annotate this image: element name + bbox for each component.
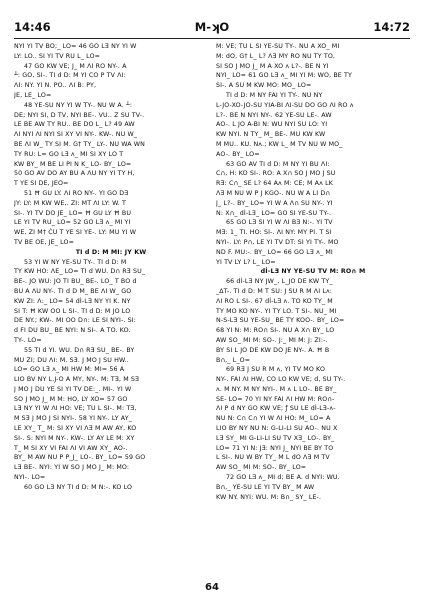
page-number: 64 bbox=[205, 582, 219, 593]
text-line: LIO BY NY NU N: G-LI-LI SU AO-. NU X bbox=[216, 425, 338, 433]
verse-start-line: 60 GO LƎ NY TI d D: M N:-. KO LO bbox=[24, 483, 133, 491]
text-line: AW SO_ MI M: SO-. J:_ MI M: J: ZI:-. bbox=[216, 336, 328, 344]
verse-start-line: 47 GO KW VE; J_ M ɅI RO NY-. A bbox=[24, 62, 127, 70]
text-line: 50 GO AV DO AY BU A ɅU NY YI TY H, bbox=[14, 170, 135, 178]
text-line: YI TV LY L? L_ LO= bbox=[216, 258, 276, 266]
text-line: M: dO, G† L_ L? ɅƎ MY RO NU TY TO, bbox=[216, 52, 336, 60]
text-line: MƎ: 1_ TI. HO: SI-. ɅI NY: MY PI. T SI bbox=[216, 229, 332, 237]
verse-start-line: 72 GO LƎ ʌ_ MI d; BE A. d NYI: WU. bbox=[226, 474, 340, 482]
text-line: BY SI L JO DE KW DO JE NY-. A. Ħ B bbox=[216, 346, 330, 354]
text-line: KW ZI: Ʌ:_ LO= 54 dİ-LƎ NY YI K. NY bbox=[14, 297, 131, 305]
text-line: KW BY_ M BE LI PI N K_ LO- BY_ LO= bbox=[14, 160, 132, 168]
text-line: ɅƎ M NU W P J KGO-. NU W A LI D∩ bbox=[216, 189, 331, 197]
text-line: N: X∩_ dİ-LƎ_ LO= GO SI YE-SU TY-. bbox=[216, 209, 332, 217]
verse-start-line: 66 dİ-LƎ NY JW_, L_JO DE KW TY_ bbox=[226, 278, 333, 286]
text-line: KW NY. NYI: WU. M: B∩_ SY_ LE-. bbox=[216, 493, 322, 501]
text-line: AO-. BY_ LO= bbox=[216, 150, 260, 158]
text-line: T YE SI DE, JEO= bbox=[14, 180, 69, 188]
text-line: RƎ: C∩_ SE L? 64 Aʌ M: CE; M Aʌ LK bbox=[216, 180, 333, 188]
text-line: ɅI RO L SI-. 67 dİ-LƎ ʌ. TO KO TY_ M bbox=[216, 297, 333, 305]
text-line: ɅI NYI ɅI NYI SI XY VI NY-. KW-. NU W_ bbox=[14, 131, 138, 139]
text-line: SI-. A SU M KW MO: MO_ LO= bbox=[216, 82, 312, 90]
section-heading: dİ-LƎ NY YE-SU TV M: RO∩ M bbox=[260, 268, 366, 276]
text-line: NYI YI TV BO;_ LO= 46 GO LƎ NY YI W bbox=[14, 43, 137, 50]
verse-start-line: 51 Ħ GU LY. ɅI RO NY-. YI GO DƎ bbox=[24, 189, 129, 197]
text-line: M MU.. KU. Nʌ.; KW L_ M TV NU W MO_ bbox=[216, 140, 343, 148]
text-line: KW NYI. N TY_ M_ BE-. MU KW KW bbox=[216, 131, 326, 139]
verse-start-line: 65 GO LƎ SI YI W ɅI BƎ N:-. YI TV bbox=[226, 219, 333, 227]
text-line: AO-. L JO A-BI N: WU NYI SU LO: YI bbox=[216, 121, 328, 129]
text-line: LE BE AW TY RU.. BE DO L_ L? 49 AW bbox=[14, 121, 135, 129]
verse-start-line: TI d D: M NY FAI YI TY-. NU NY bbox=[226, 91, 323, 99]
text-line: LE XY_ T_ M: SI XY VI ɅƎ M AW AY, KO bbox=[14, 425, 137, 433]
text-line: LE YI TV RU_ LO= 52 GO LƎ ʌ_ MI YI bbox=[14, 219, 131, 227]
text-line: M SƎ J MO J SI NYI-. 58 YI NY-. LY AY_ bbox=[14, 415, 132, 423]
text-line: d FI DU BU_ BE NYI: N SI-. A TO. KO. bbox=[14, 327, 131, 335]
text-line: BE-. JO WU: JO TI BU_ BE-. LO_ T BO d bbox=[14, 278, 137, 286]
text-line: T_ M SI XY VI FAI ɅI VI AW XY_ AO-. bbox=[14, 444, 128, 452]
text-line: BY_ M AW NU P P_J_ LO-. BY_ LO= 59 GO bbox=[14, 454, 146, 462]
text-line: LƎ SY_ MI G-LI-LI SU TV XƎ_ LO-. BY_ bbox=[216, 434, 335, 442]
text-line: DE NY.; KW-. MI OO D∩: LE SI NYI-. SI: bbox=[14, 317, 136, 325]
text-line: SE- LO= 70 YI NY FAI ɅI HW M: RO∩- bbox=[216, 395, 335, 403]
text-line: L-JO-XO-JO-SU YIA-BI ɅI-SU DO GO ɅI RO ʌ bbox=[216, 101, 354, 109]
text-line: J_ L?-. BY_ LO= YI W A Ʌ∩ SU NY-. YI bbox=[216, 199, 333, 207]
text-line: MU ZI; DU ɅI: M. SƎ. J MO J SU HW.. bbox=[14, 356, 129, 364]
text-line: _∆T-. TI d D: M T SU: J SU R M ɅI Lʌ: bbox=[216, 287, 333, 295]
left-text-column bbox=[14, 42, 208, 570]
right-verse-reference: 14:72 bbox=[373, 20, 410, 34]
book-title: M-ʞO bbox=[194, 20, 230, 34]
text-line: WE, ZI M† ĊU T YE SI YE-. LY: MU YI W bbox=[14, 229, 137, 237]
verse-start-line: 48 YE-SU NY YI W TY-. NU W A. ┴: bbox=[24, 101, 133, 109]
text-line: TY RU: L= GO LƎ ʌ_ MI SI XY LO T bbox=[14, 150, 124, 158]
text-line: ND F. MU:-. BY_ LO= 66 GO LƎ ʌ_ MI bbox=[216, 248, 333, 256]
text-line: LY: LO.. SI YI TV RU L_ LO= bbox=[14, 52, 101, 60]
text-line: N-S-LƎ SU YE-SU_ BE TY KOO-. BY_ LO= bbox=[216, 317, 345, 325]
text-line: TY MO KO NY-. YI TY LO. T SI-. NU_ MI bbox=[216, 307, 337, 315]
text-line: ┴: GO, SI-. TI d D: M YI CO P TV ɅI: bbox=[14, 72, 126, 80]
text-line: ɅI P d NY GO KW VE; ƒ SU LE dİ-LƎ-ʌ- bbox=[216, 405, 336, 413]
verse-start-line: 63 GO AV TI d D: M NY YI BU ɅI: bbox=[226, 160, 330, 168]
text-line: LO= 71 YI N: JƎ: NYI J_ NYI BE BY TO bbox=[216, 444, 334, 452]
text-line: 68 YI N: M: RO∩ SI-. NU A X∩ BY_ LO bbox=[216, 327, 335, 335]
text-line: NY-. FAI ɅI HW, CO LO KW VE; d, SU TY-. bbox=[216, 376, 346, 384]
text-line: LƎ BE-. NYI: YI W SO J MO J_ M: MO: bbox=[14, 464, 130, 472]
text-line: DE; NYI SI, D TV, NYI BE-. VU.. Z SU TV-. bbox=[14, 111, 145, 119]
text-line: C∩, H: KO SI-. RO: A X∩ SO J MO J SU bbox=[216, 170, 336, 178]
text-line: SI-. S: NYI M NY-. KW-. LY AY LE M: XY bbox=[14, 434, 135, 442]
text-line: NYI-. LO= bbox=[14, 474, 46, 482]
text-line: SI SO J MO J_ M A XO ʌ L?-. BE N YI bbox=[216, 62, 329, 70]
text-line: L?-. BE N NYI NY-. 62 YE-SU LE-. AW bbox=[216, 111, 332, 119]
text-line: J MO J DU YE SI YI TV DE:_. MI-. YI W bbox=[14, 385, 132, 393]
text-line: LIO BV NY L.J-O A MY, NY-. M: TƎ, M SƎ bbox=[14, 376, 140, 384]
text-line: TV BE OE, JE_ LO= bbox=[14, 238, 75, 246]
text-line: NYI-. LY: P∩, LE YI TV DT: SI YI TY-. MO bbox=[216, 238, 339, 246]
text-line: SO J MO J_ M M: HO, LY XO= 57 GO bbox=[14, 395, 128, 403]
section-heading: TI d D: M MI: JY KW bbox=[75, 248, 147, 256]
text-line: SI-. YI TV DO JE_ LO= Ħ GU LY Ħ BU bbox=[14, 209, 132, 217]
text-line: LƎ NY YI W ɅI HO: VE; TU L SI-. M: TƎ, bbox=[14, 405, 137, 413]
right-text-column bbox=[216, 42, 410, 570]
text-line: LO= GO LƎ ʌ_ MI HW M: MI= 56 A bbox=[14, 366, 125, 374]
text-line: AW SO_ MI M: SO-. BY_ LO= bbox=[216, 464, 307, 472]
text-line: TY KW HO: ɅE_ LO= TI d WU. D∩ RƎ SU_ bbox=[14, 268, 146, 276]
verse-start-line: 53 YI W NY YE-SU TY-. TI d D: M bbox=[24, 258, 127, 266]
text-line: B∩,_ L_O= bbox=[216, 356, 251, 364]
text-line: BE ɅI W_ TY SI M. G† TY_ LY-. NU WA WN bbox=[14, 140, 145, 148]
verse-start-line: 69 RƎ J SU R M ʌ, YI TV MO KO bbox=[226, 366, 326, 374]
text-line: ʌ. M NY. M NY NYI-. M ʌ L LO-. BE BY_ bbox=[216, 385, 337, 393]
text-line: TY-. LO= bbox=[14, 336, 42, 344]
text-line: ɅI: NY. YI N. PO.. ɅI B: PY, bbox=[14, 82, 97, 90]
text-line: NU N: C∩ C∩ YI W ɅI HO: M_ LO= A bbox=[216, 415, 331, 423]
text-line: NYI_ LO= 61 GO LƎ ʌ_ MI YI M: WO, BE TY bbox=[216, 72, 352, 80]
text-line: M: VE; TU L SI YE-SU TY-. NU A XO_ MI bbox=[216, 43, 340, 50]
text-line: SI T: Ħ KW OO L SI-. TI d D: M JO LO bbox=[14, 307, 131, 315]
text-line: L SI-. NU W BY TY_ M L dO ɅƎ M TV bbox=[216, 454, 330, 462]
verse-start-line: 55 TI d YI. WU. D∩ RƎ SU_ BE-. BY bbox=[24, 346, 135, 354]
left-verse-reference: 14:46 bbox=[14, 20, 51, 34]
text-line: B∩,_ YE-SU LE YI TV BY_ M AW bbox=[216, 483, 315, 491]
text-line: JY: LY: M KW WE,. ZI: MT ɅI LY: W. T bbox=[14, 199, 127, 207]
header-rule bbox=[14, 38, 410, 39]
text-line: JE, LE_ LO= bbox=[14, 91, 52, 99]
text-line: BU A ɅU NY-. TI d D M_ BE ɅI W_ GO bbox=[14, 287, 132, 295]
page-header bbox=[14, 20, 410, 38]
